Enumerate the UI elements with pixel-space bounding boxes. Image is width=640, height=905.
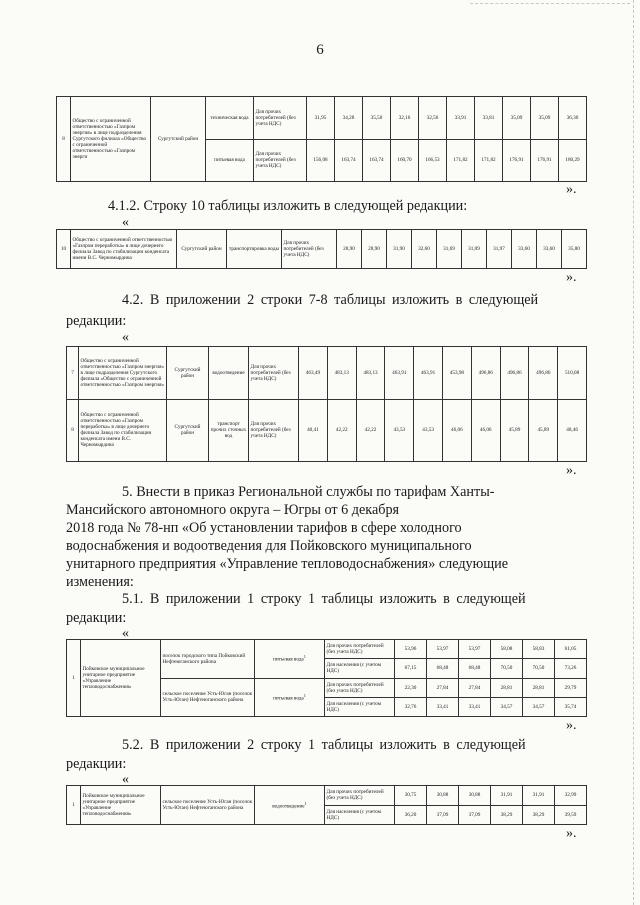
- tariff-value: 32,16: [391, 97, 419, 140]
- tariff-value: 463,49: [299, 347, 328, 400]
- district: Сургутский район: [151, 97, 206, 182]
- tariff-value: 31,91: [491, 786, 523, 806]
- table-row: [57, 230, 587, 269]
- settlement-area: сельское поселение Усть-Юган (поселок Усть-Юган) Нефтеюганского района: [161, 786, 255, 825]
- tariff-value: 36,20: [395, 805, 427, 825]
- tariff-value: 46,06: [471, 399, 500, 461]
- paragraph-4-1-2: 4.1.2. Строку 10 таблицы изложить в следующей редакции:: [108, 198, 468, 214]
- table-wastewater-rows-7-8: [66, 346, 587, 462]
- tariff-value: 33,91: [447, 97, 475, 140]
- tariff-value: 43,53: [385, 399, 414, 461]
- closing-quote: ».: [566, 182, 577, 197]
- table-drinking-water-row-1: [66, 639, 587, 717]
- closing-quote: ».: [566, 718, 577, 733]
- opening-quote: «: [122, 330, 129, 345]
- tariff-value: 156,08: [307, 139, 335, 182]
- tariff-value: 171,82: [447, 139, 475, 182]
- service-label: питьевая вода: [273, 695, 304, 702]
- tariff-value: 31,09: [462, 230, 487, 269]
- tariff-value: 35,80: [562, 230, 587, 269]
- tariff-value: 33,60: [512, 230, 537, 269]
- table-row: [67, 640, 587, 659]
- tariff-value: 68,48: [459, 659, 491, 678]
- service-name: [255, 640, 325, 679]
- row-number: 10: [57, 230, 71, 269]
- tariff-value: 38,29: [523, 805, 555, 825]
- tariff-value: 70,50: [491, 659, 523, 678]
- tariff-value: 28,90: [362, 230, 387, 269]
- table-row: [67, 786, 587, 806]
- paragraph-5-line-6: изменения:: [66, 574, 134, 590]
- table-water-row-10: [56, 229, 587, 269]
- tariff-value: 28,81: [491, 678, 523, 697]
- paragraph-5-2-line-2: редакции:: [66, 756, 127, 772]
- tariff-value: 163,74: [335, 139, 363, 182]
- tariff-value: 34,57: [523, 697, 555, 716]
- organization-name: Общество с ограниченной ответственностью «Газпром энергия» в лице подразделения Сургутского филиала «Общество с ограниченной ответственностью «Газпром энергия»: [79, 347, 167, 400]
- consumer-group: Для прочих потребителей (без учета НДС): [254, 97, 307, 140]
- tariff-value: 176,91: [531, 139, 559, 182]
- row-number: 1: [67, 786, 81, 825]
- page-number: 6: [316, 42, 324, 58]
- tariff-value: 27,84: [427, 678, 459, 697]
- paragraph-5-line-1: 5. Внести в приказ Региональной службы по тарифам Ханты-: [122, 484, 495, 500]
- service-name: водоотведение: [209, 347, 249, 400]
- tariff-value: 463,91: [385, 347, 414, 400]
- table-wastewater-row-1: [66, 785, 587, 825]
- tariff-value: 453,98: [442, 347, 471, 400]
- tariff-value: 160,70: [391, 139, 419, 182]
- tariff-value: 34,57: [491, 697, 523, 716]
- district: Сургутский район: [167, 347, 209, 400]
- service-label: водоотведение: [272, 803, 305, 810]
- paragraph-4-2-line-2: редакции:: [66, 313, 127, 329]
- consumer-group: Для прочих потребителей (без учета НДС): [249, 399, 299, 461]
- tariff-value: 58,83: [523, 640, 555, 659]
- tariff-value: 29,79: [555, 678, 587, 697]
- tariff-value: 45,89: [500, 399, 529, 461]
- service-label: питьевая вода: [273, 657, 304, 664]
- paragraph-5-line-5: унитарного предприятия «Управление тепловодоснабжения» следующие: [66, 556, 509, 572]
- tariff-value: 496,86: [471, 347, 500, 400]
- tariff-value: 32,76: [395, 697, 427, 716]
- tariff-value: 48,46: [558, 399, 587, 461]
- tariff-value: 176,91: [503, 139, 531, 182]
- footnote-mark: 1: [304, 800, 307, 806]
- tariff-value: 166,53: [419, 139, 447, 182]
- tariff-value: 510,08: [558, 347, 587, 400]
- district: Сургутский район: [177, 230, 227, 269]
- tariff-value: 30,88: [427, 786, 459, 806]
- tariff-value: 37,09: [459, 805, 491, 825]
- tariff-value: 28,81: [523, 678, 555, 697]
- consumer-group: Для прочих потребителей (без учета НДС): [282, 230, 337, 269]
- tariff-value: 42,22: [356, 399, 385, 461]
- row-number: 7: [67, 347, 79, 400]
- table-water-row-8: [56, 96, 587, 182]
- scan-edge-top: [470, 3, 630, 4]
- tariff-value: 35,09: [531, 97, 559, 140]
- consumer-group: Для населения (с учетом НДС): [325, 697, 395, 716]
- tariff-value: 43,53: [414, 399, 443, 461]
- tariff-value: 31,95: [307, 97, 335, 140]
- tariff-value: 22,30: [395, 678, 427, 697]
- service-name: транспортировка воды: [227, 230, 282, 269]
- tariff-value: 39,59: [555, 805, 587, 825]
- paragraph-5-2-line-1: 5.2. В приложении 2 строку 1 таблицы изложить в следующей: [122, 737, 526, 753]
- consumer-group: Для прочих потребителей (без учета НДС): [325, 640, 395, 659]
- settlement-area: сельское поселение Усть-Юган (поселок Усть-Юган) Нефтеюганского района: [161, 678, 255, 717]
- tariff-value: 35,09: [503, 97, 531, 140]
- tariff-value: 35,74: [555, 697, 587, 716]
- paragraph-5-line-2: Мансийского автономного округа – Югры от 6 декабря: [66, 502, 400, 518]
- tariff-value: 483,13: [356, 347, 385, 400]
- service-name: питьевая вода: [206, 139, 254, 182]
- tariff-value: 32,99: [555, 786, 587, 806]
- footnote-mark: 1: [303, 654, 306, 660]
- tariff-value: 171,82: [475, 139, 503, 182]
- organization-name: Пойковское муниципальное унитарное предприятие «Управление тепловодоснабжения»: [81, 786, 161, 825]
- table-row: [57, 97, 587, 140]
- tariff-value: 58,08: [491, 640, 523, 659]
- tariff-value: 33,41: [459, 697, 491, 716]
- tariff-value: 42,22: [327, 399, 356, 461]
- consumer-group: Для населения (с учетом НДС): [325, 659, 395, 678]
- organization-name: Общество с ограниченной ответственностью «Газпром переработка» в лице дочернего филиала Завод по стабилизации конденсата имени В.С. Черномырдина: [71, 230, 177, 269]
- tariff-value: 32,56: [419, 97, 447, 140]
- tariff-value: 496,86: [529, 347, 558, 400]
- paragraph-5-1-line-1: 5.1. В приложении 1 строку 1 таблицы изложить в следующей: [122, 591, 526, 607]
- paragraph-5-line-3: 2018 года № 78-нп «Об установлении тарифов в сфере холодного: [66, 520, 462, 536]
- tariff-value: 32,60: [412, 230, 437, 269]
- row-number: 8: [57, 97, 71, 182]
- tariff-value: 30,88: [459, 786, 491, 806]
- paragraph-5-line-4: водоснабжения и водоотведения для Пойковского муниципального: [66, 538, 472, 554]
- tariff-value: 33,41: [427, 697, 459, 716]
- row-number: 1: [67, 640, 81, 717]
- opening-quote: «: [122, 626, 129, 641]
- district: Сургутский район: [167, 399, 209, 461]
- tariff-value: 483,13: [327, 347, 356, 400]
- consumer-group: Для прочих потребителей (без учета НДС): [325, 678, 395, 697]
- service-name: [255, 786, 325, 825]
- scan-edge-right: [632, 0, 634, 905]
- tariff-value: 27,84: [459, 678, 491, 697]
- tariff-value: 33,81: [475, 97, 503, 140]
- tariff-value: 30,75: [395, 786, 427, 806]
- tariff-value: 68,48: [427, 659, 459, 678]
- tariff-value: 463,91: [414, 347, 443, 400]
- closing-quote: ».: [566, 463, 577, 478]
- organization-name: Общество с ограниченной ответственностью «Газпром переработка» в лице дочернего филиала Завод по стабилизации конденсата имени В.С. Черномырдина: [79, 399, 167, 461]
- opening-quote: «: [122, 772, 129, 787]
- tariff-value: 34,28: [335, 97, 363, 140]
- tariff-value: 45,89: [529, 399, 558, 461]
- service-name: транспорт прочих сточных вод: [209, 399, 249, 461]
- consumer-group: Для прочих потребителей (без учета НДС): [254, 139, 307, 182]
- paragraph-4-2-line-1: 4.2. В приложении 2 строки 7-8 таблицы изложить в следующей: [122, 292, 539, 308]
- tariff-value: 46,06: [442, 399, 471, 461]
- tariff-value: 53,97: [459, 640, 491, 659]
- tariff-value: 61,05: [555, 640, 587, 659]
- settlement-area: поселок городского типа Пойковский Нефтеюганского района: [161, 640, 255, 679]
- tariff-value: 37,09: [427, 805, 459, 825]
- tariff-value: 33,60: [537, 230, 562, 269]
- closing-quote: ».: [566, 826, 577, 841]
- table-row: [67, 347, 587, 400]
- tariff-value: 35,50: [363, 97, 391, 140]
- tariff-value: 38,29: [491, 805, 523, 825]
- tariff-value: 53,97: [427, 640, 459, 659]
- tariff-value: 36,30: [559, 97, 587, 140]
- closing-quote: ».: [566, 270, 577, 285]
- tariff-value: 40,41: [299, 399, 328, 461]
- service-name: техническая вода: [206, 97, 254, 140]
- service-name: [255, 678, 325, 717]
- consumer-group: Для населения (с учетом НДС): [325, 805, 395, 825]
- tariff-value: 67,15: [395, 659, 427, 678]
- footnote-mark: 1: [303, 692, 306, 698]
- tariff-value: 28,90: [337, 230, 362, 269]
- organization-name: Общество с ограниченной ответственностью «Газпром энергия» в лице подразделения Сургутского филиала «Общество с ограниченной ответственностью «Газпром энерги: [71, 97, 151, 182]
- tariff-value: 73,26: [555, 659, 587, 678]
- consumer-group: Для прочих потребителей (без учета НДС): [325, 786, 395, 806]
- tariff-value: 53,96: [395, 640, 427, 659]
- tariff-value: 31,90: [387, 230, 412, 269]
- tariff-value: 31,97: [487, 230, 512, 269]
- tariff-value: 31,69: [437, 230, 462, 269]
- opening-quote: «: [122, 215, 129, 230]
- tariff-value: 70,50: [523, 659, 555, 678]
- row-number: 8: [67, 399, 79, 461]
- organization-name: Пойковское муниципальное унитарное предприятие «Управление тепловодоснабжения»: [81, 640, 161, 717]
- consumer-group: Для прочих потребителей (без учета НДС): [249, 347, 299, 400]
- tariff-value: 163,74: [363, 139, 391, 182]
- tariff-value: 180,29: [559, 139, 587, 182]
- paragraph-5-1-line-2: редакции:: [66, 610, 127, 626]
- tariff-value: 496,86: [500, 347, 529, 400]
- table-row: [67, 399, 587, 461]
- tariff-value: 31,91: [523, 786, 555, 806]
